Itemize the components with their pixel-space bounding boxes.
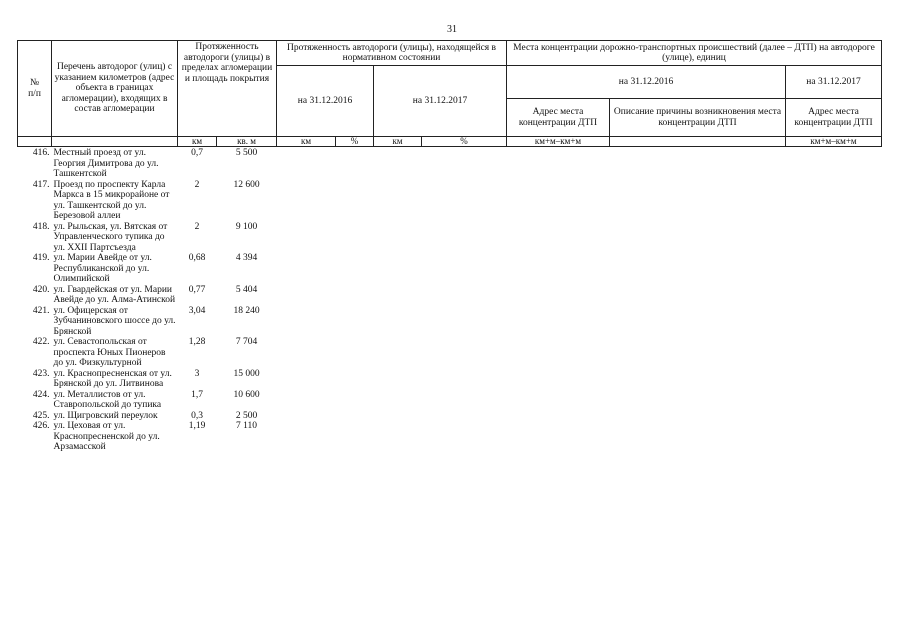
road-length-km: 3 [194, 368, 200, 379]
header-normative-2016: на 31.12.2016 [277, 66, 374, 137]
units-name [52, 137, 178, 147]
road-area: 5 500 [235, 148, 258, 158]
units-normative-2017-km: км [374, 137, 422, 147]
units-length-km: км [178, 137, 217, 147]
units-num [18, 137, 52, 147]
header-length: Протяженность автодороги (улицы) в пределах агломерации и площадь покрытия [178, 41, 277, 137]
units-length-area: кв. м [217, 137, 277, 147]
road-area: 10 600 [233, 389, 260, 400]
row-number: 422. [32, 337, 50, 347]
road-length-km: 1,28 [188, 337, 206, 347]
units-dtp-description-2016 [610, 137, 786, 147]
table-row [18, 390, 882, 411]
units-dtp-address-2016: км+м–км+м [507, 137, 610, 147]
road-area: 15 000 [233, 368, 260, 379]
units-dtp-address-2017: км+м–км+м [786, 137, 882, 147]
table-row [18, 147, 882, 180]
road-length-km: 0,7 [191, 148, 203, 158]
units-normative-2017-pct: % [422, 137, 507, 147]
table-row [18, 421, 882, 453]
table-row [18, 306, 882, 338]
header-dtp: Места концентрации дорожно-транспортных происшествий (далее – ДТП) на автодороге (улице), единиц [507, 41, 882, 66]
row-number: 425. [32, 410, 50, 421]
table-row [18, 337, 882, 369]
road-length-km: 2 [194, 179, 200, 190]
header-normative-2017: на 31.12.2017 [374, 66, 507, 137]
road-area: 9 100 [235, 221, 258, 232]
header-dtp-2016: на 31.12.2016 [507, 66, 786, 99]
row-number: 421. [32, 305, 50, 316]
road-area: 2 500 [235, 410, 258, 421]
road-name: ул. Цеховая от ул. Краснопресненской до ул. Арзамасской [53, 421, 160, 452]
road-length-km: 0,3 [191, 410, 203, 421]
road-name: ул. Краснопресненская от ул. Брянской до ул. Литвинова [53, 368, 172, 389]
road-area: 5 404 [235, 284, 258, 295]
row-number: 423. [32, 368, 50, 379]
header-normative: Протяженность автодороги (улицы), находящейся в нормативном состоянии [277, 41, 507, 66]
row-number: 417. [32, 179, 50, 190]
table-row [18, 222, 882, 254]
table-body [18, 147, 882, 453]
row-number: 424. [32, 389, 50, 400]
header-dtp-description-2016: Описание причины возникновения места концентрации ДТП [610, 99, 786, 137]
table-row [18, 285, 882, 306]
road-name: ул. Металлистов от ул. Ставропольской до тупика [53, 389, 162, 410]
units-normative-2016-km: км [277, 137, 336, 147]
table-row [18, 369, 882, 390]
road-name: Проезд по проспекту Карла Маркса в 15 микрорайоне от ул. Ташкентской до ул. Березовой аллеи [53, 179, 170, 221]
road-length-km: 1,19 [188, 421, 206, 431]
road-name: ул. Офицерская от Зубчаниновского шоссе до ул. Брянской [53, 305, 176, 337]
page-number: 31 [447, 24, 457, 35]
header-dtp-address-2016: Адрес места концентрации ДТП [507, 99, 610, 137]
road-area: 12 600 [233, 179, 260, 190]
road-name: ул. Марии Авейде от ул. Республиканской до ул. Олимпийской [53, 253, 152, 284]
road-area: 4 394 [235, 253, 258, 263]
table-row [18, 411, 882, 422]
road-area: 7 704 [235, 337, 258, 347]
road-length-km: 1,7 [191, 389, 203, 400]
row-number: 419. [32, 253, 50, 263]
header-num: № п/п [18, 41, 52, 137]
road-length-km: 3,04 [188, 305, 206, 316]
units-normative-2016-pct: % [336, 137, 374, 147]
road-name: ул. Гвардейская от ул. Марии Авейде до ул. Алма-Атинской [53, 284, 176, 305]
header-dtp-2017: на 31.12.2017 [786, 66, 882, 99]
header-dtp-address-2017: Адрес места концентрации ДТП [786, 99, 882, 137]
table-row [18, 180, 882, 222]
table-row [18, 253, 882, 285]
road-length-km: 0,68 [188, 253, 206, 263]
road-area: 18 240 [233, 305, 260, 316]
road-name: ул. Севастопольская от проспекта Юных Пионеров до ул. Физкультурной [53, 337, 166, 368]
road-name: Местный проезд от ул. Георгия Димитрова до ул. Ташкентской [53, 148, 159, 179]
row-number: 420. [32, 284, 50, 295]
road-length-km: 2 [194, 221, 200, 232]
roads-table [17, 40, 882, 453]
road-length-km: 0,77 [188, 284, 206, 295]
road-name: ул. Рыльская, ул. Вятская от Управленческого тупика до ул. XXII Партсъезда [53, 221, 168, 253]
road-area: 7 110 [235, 421, 258, 431]
row-number: 426. [32, 421, 50, 431]
row-number: 418. [32, 221, 50, 232]
table-header [18, 41, 882, 147]
units-row [18, 137, 882, 147]
row-number: 416. [32, 148, 50, 158]
road-name: ул. Щигровский переулок [53, 410, 158, 421]
header-road-list: Перечень автодорог (улиц) с указанием километров (адрес объекта в границах агломерации), входящих в состав агломерации [52, 41, 178, 137]
